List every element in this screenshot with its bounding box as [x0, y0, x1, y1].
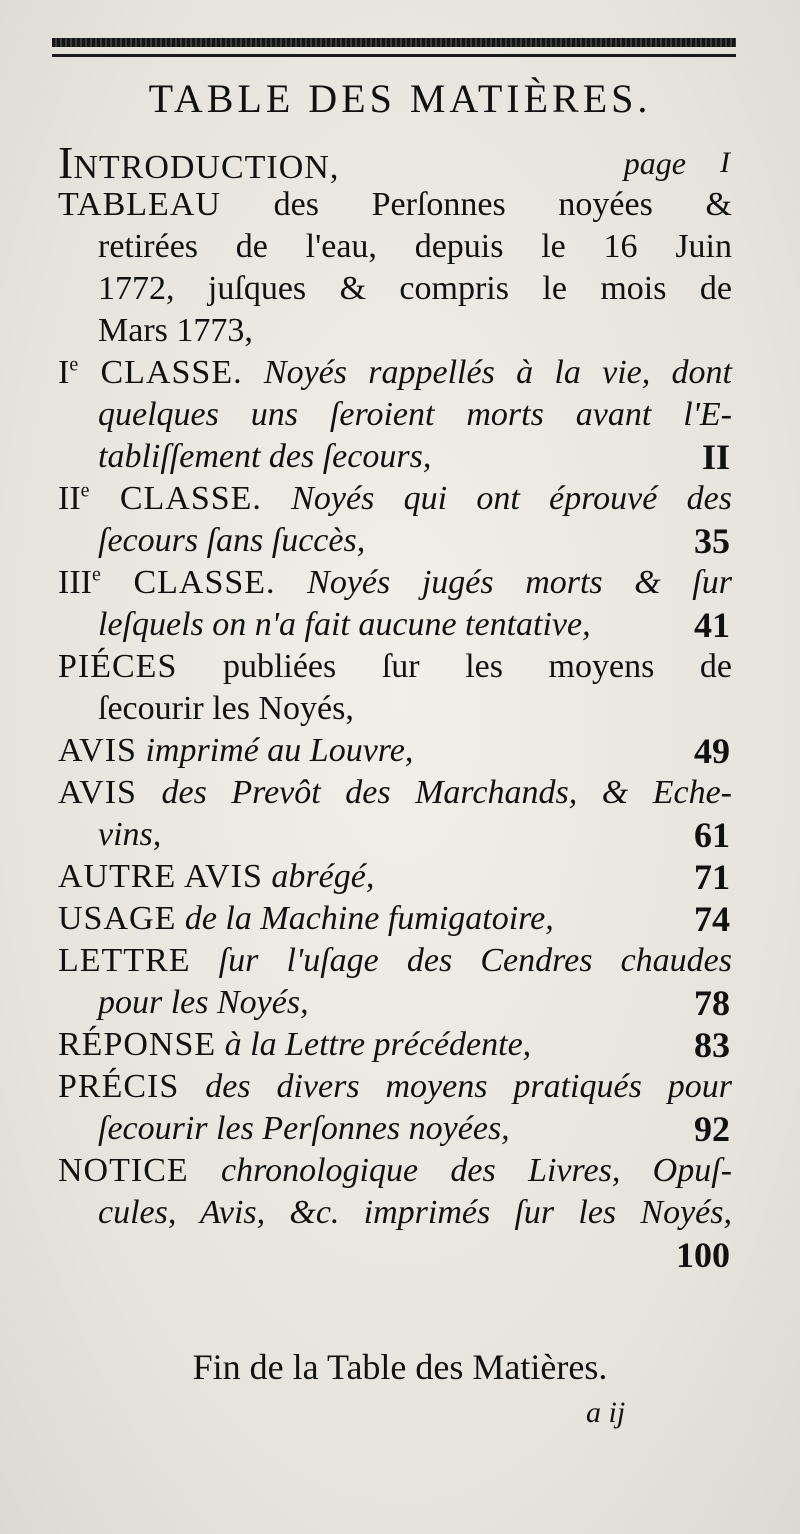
page-number: I	[720, 146, 730, 179]
page-number: 83	[694, 1025, 730, 1065]
page-number: II	[701, 437, 730, 477]
toc-entry-continuation: cules, Avis, &c. imprimés ſur les Noyés,	[98, 1194, 732, 1231]
entry-head: CLASSE.	[89, 480, 262, 517]
page-number: 41	[694, 605, 730, 645]
signature-mark: a ij	[586, 1396, 626, 1429]
toc-entry-continuation: 1772, juſques & compris le mois de	[98, 270, 732, 307]
entry-text: des Prevôt des Marchands, & Eche-	[136, 774, 732, 811]
table-of-contents	[0, 137, 800, 1276]
entry-head: TABLEAU	[58, 186, 221, 223]
toc-entry-usage	[58, 898, 800, 940]
entry-head: RÉPONSE	[58, 1026, 217, 1063]
entry-head: USAGE	[58, 900, 177, 937]
entry-head: NOTICE	[58, 1152, 189, 1189]
entry-head: AUTRE AVIS	[58, 858, 263, 895]
page-label: page	[623, 145, 686, 181]
entry-head: CLASSE.	[78, 354, 243, 391]
page-number: 100	[676, 1235, 730, 1275]
toc-entry-continuation: ſecourir les Noyés,	[98, 690, 354, 727]
toc-entry-tableau	[58, 184, 800, 226]
entry-text: chronologique des Livres, Opuſ-	[188, 1152, 732, 1189]
page-number: 92	[694, 1109, 730, 1149]
entry-head: LETTRE	[58, 942, 191, 979]
entry-head: NTRODUCTION,	[73, 149, 340, 186]
page-number: 61	[694, 815, 730, 855]
toc-entry-lettre	[58, 940, 800, 982]
toc-entry-notice	[58, 1150, 800, 1192]
entry-text: des divers moyens pratiqués pour	[179, 1068, 732, 1105]
toc-entry-continuation: quelques uns ſeroient morts avant l'E-	[98, 396, 732, 433]
toc-entry-continuation: pour les Noyés, 78	[98, 983, 730, 1023]
entry-text: imprimé au Louvre,	[136, 732, 414, 769]
toc-entry-avis-prevot	[58, 772, 800, 814]
entry-head: AVIS	[58, 732, 137, 769]
toc-entry-autre-avis	[58, 856, 800, 898]
entry-text: publiées ſur les moyens de	[177, 648, 732, 685]
entry-head: AVIS	[58, 774, 137, 811]
ornamental-rule	[52, 38, 736, 47]
entry-text: des Perſonnes noyées &	[220, 186, 732, 223]
entry-text: Noyés jugés morts & ſur	[275, 564, 732, 601]
thin-rule	[52, 54, 736, 57]
page-number: 71	[694, 857, 730, 897]
toc-entry-introduction	[58, 137, 800, 188]
toc-entry-classe-2: IIe CLASSE. Noyés qui ont éprouvé des	[58, 479, 732, 517]
page-number: 74	[694, 899, 730, 939]
entry-text: à la Lettre précédente,	[216, 1026, 532, 1063]
toc-entry-continuation: ſecourir les Perſonnes noyées, 92	[98, 1109, 730, 1149]
toc-entry-classe-1: Ie CLASSE. Noyés rappellés à la vie, dont	[58, 353, 732, 391]
toc-entry-page-line	[98, 1234, 800, 1276]
page-number: 35	[694, 521, 730, 561]
toc-entry-continuation: Mars 1773,	[98, 312, 253, 349]
toc-entry-avis-louvre	[58, 730, 800, 772]
entry-text: de la Machine fumigatoire,	[176, 900, 554, 937]
entry-text: Noyés rappellés à la vie, dont	[242, 354, 732, 391]
toc-entry-continuation: ſecours ſans ſuccès, 35	[98, 521, 730, 561]
end-note: Fin de la Table des Matières.	[192, 1347, 608, 1387]
entry-text: ſur l'uſage des Cendres chaudes	[190, 942, 732, 979]
toc-entry-precis	[58, 1066, 800, 1108]
toc-entry-continuation: leſquels on n'a fait aucune tentative, 41	[98, 605, 730, 645]
page-number: 49	[694, 731, 730, 771]
entry-head: PRÉCIS	[58, 1068, 180, 1105]
page-title: TABLE DES MATIÈRES.	[148, 76, 652, 121]
toc-entry-continuation: tabliſſement des ſecours, II	[98, 437, 730, 477]
entry-head: CLASSE.	[100, 564, 276, 601]
entry-text: Noyés qui ont éprouvé des	[261, 480, 732, 517]
toc-entry-pieces	[58, 646, 800, 688]
toc-entry-continuation: vins, 61	[98, 815, 730, 855]
entry-text: abrégé,	[262, 858, 375, 895]
drop-initial: I	[58, 137, 74, 188]
toc-entry-classe-3: IIIe CLASSE. Noyés jugés morts & ſur	[58, 563, 732, 601]
page-number: 78	[694, 983, 730, 1023]
entry-head: PIÉCES	[58, 648, 178, 685]
toc-entry-reponse	[58, 1024, 800, 1066]
toc-entry-continuation: retirées de l'eau, depuis le 16 Juin	[98, 228, 732, 265]
